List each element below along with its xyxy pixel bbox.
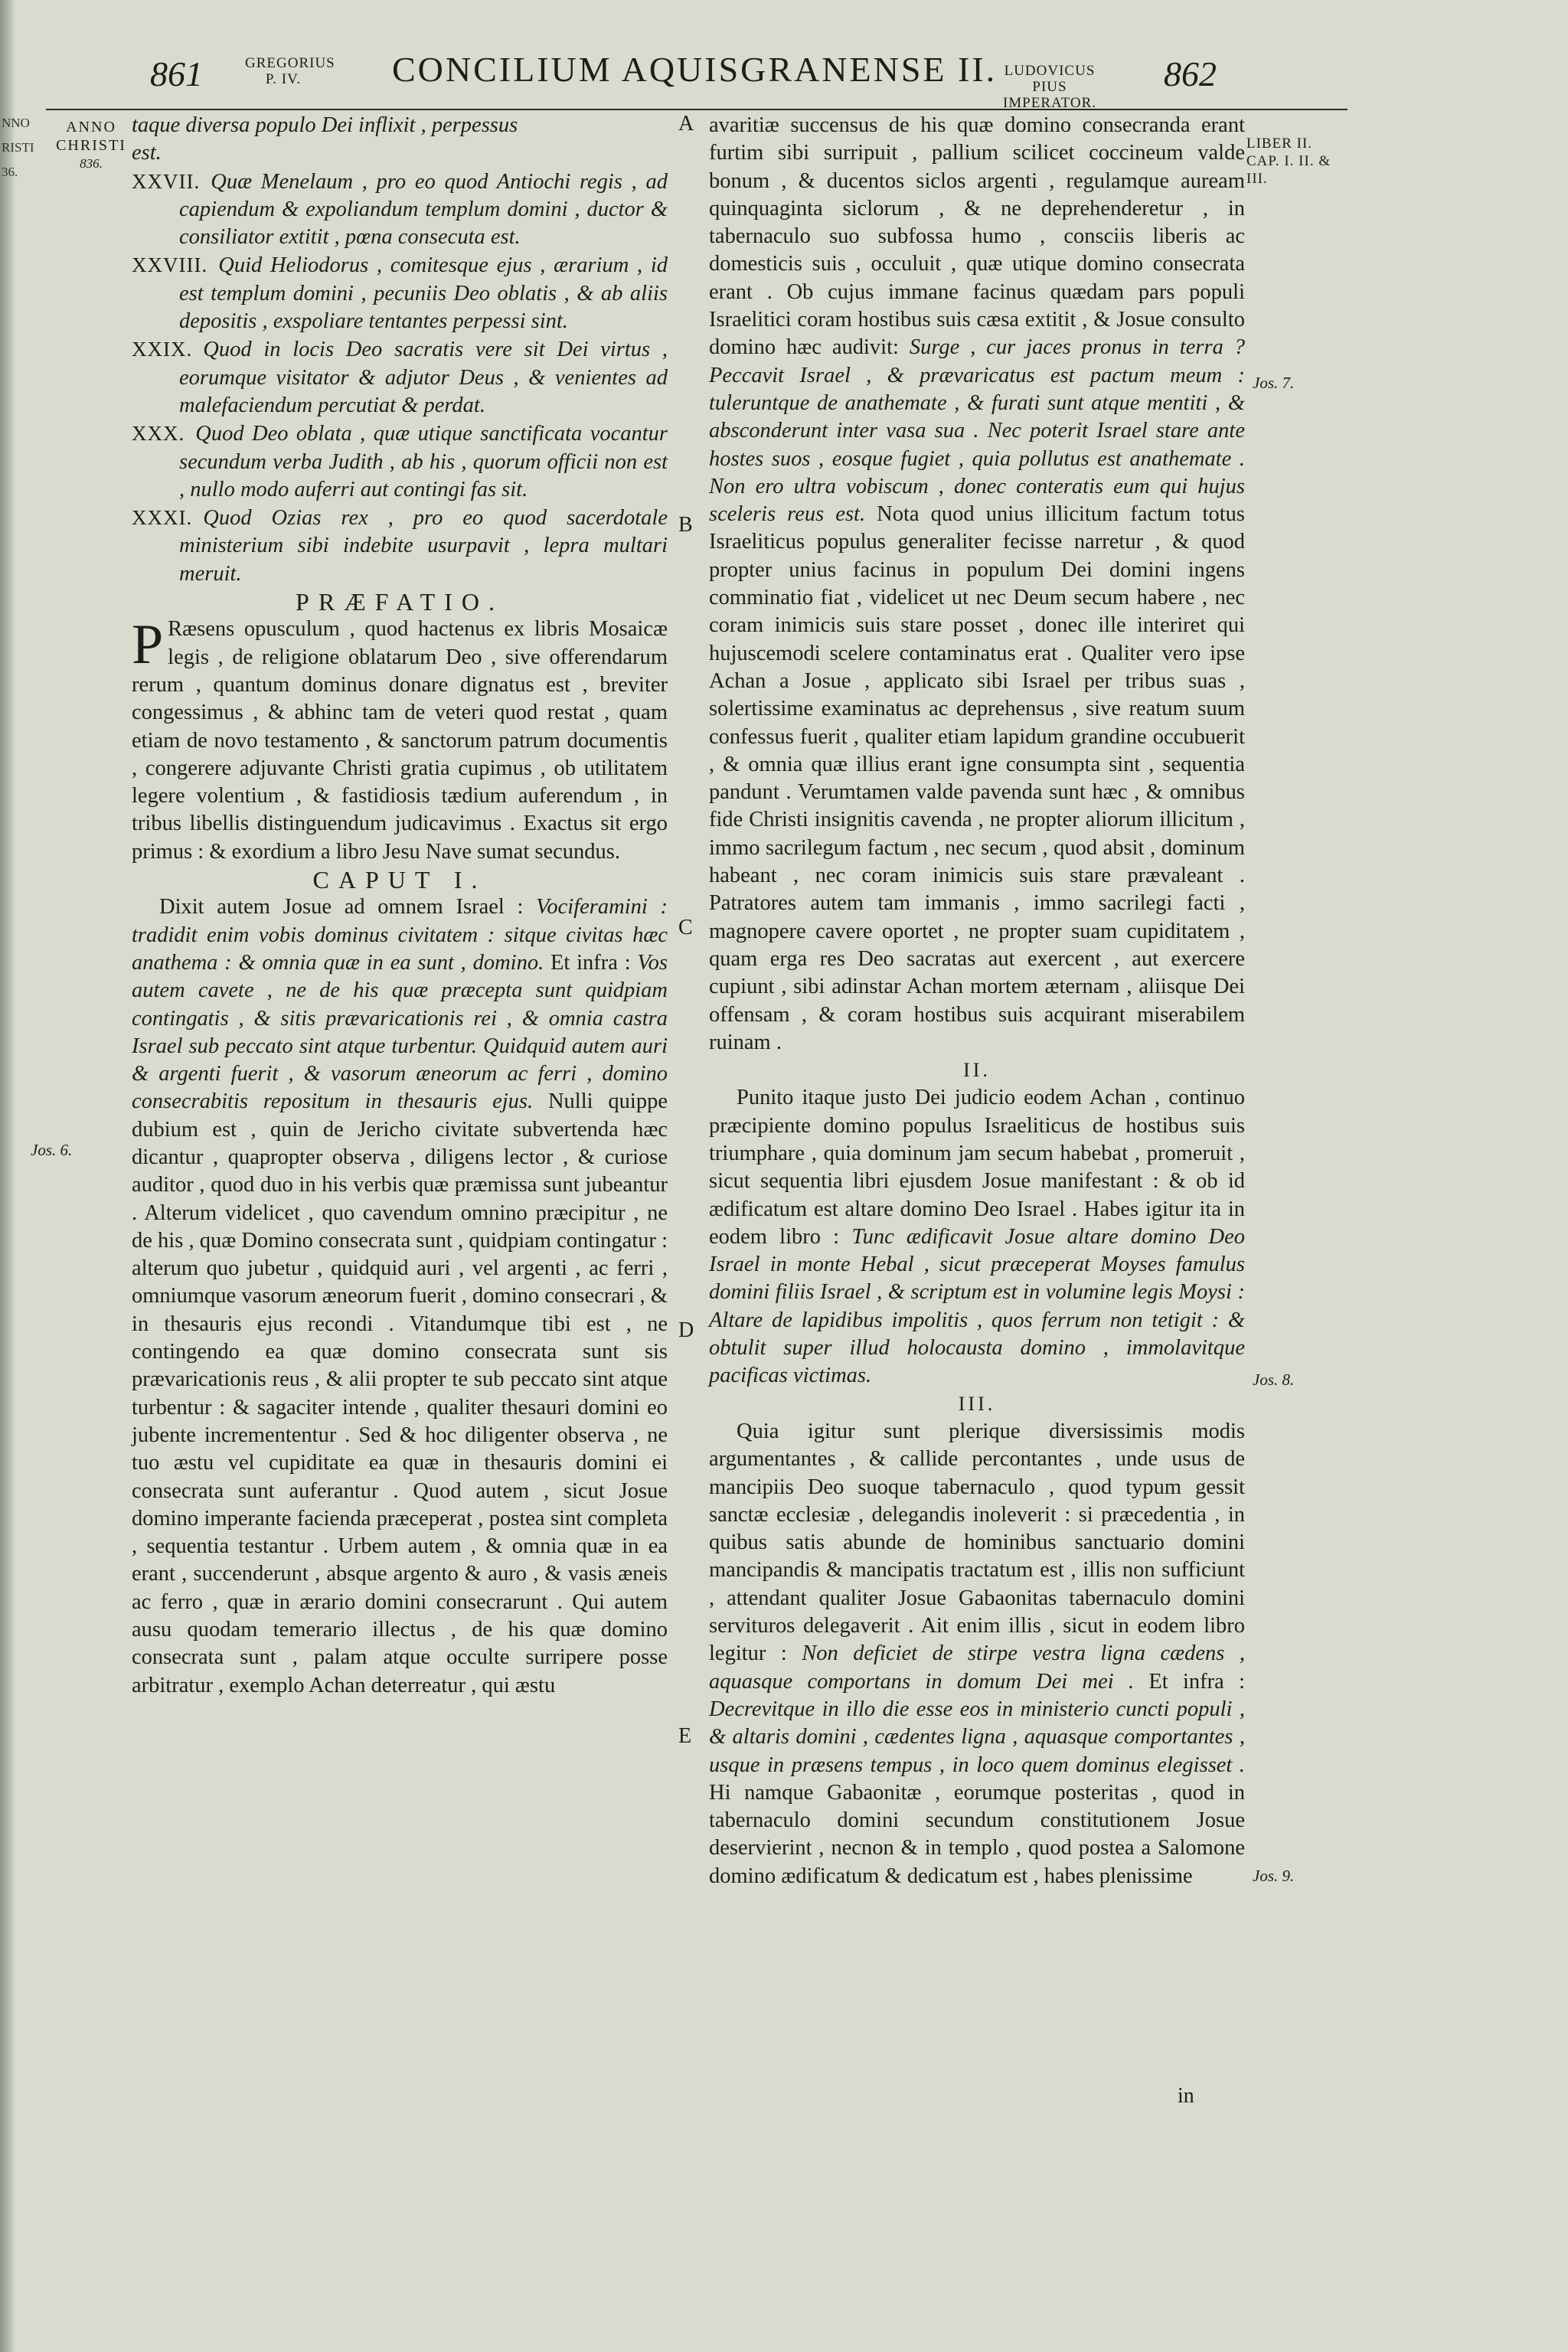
catchword: in (1178, 2084, 1194, 2108)
right-column (709, 112, 1245, 1890)
paragraph-gabaonites (709, 1418, 1245, 1890)
book-binding-edge (0, 0, 15, 2352)
body-text: Quia igitur sunt plerique diversissimis modis argumentantes , & callide percontantes , unde usus de mancipiis Deo suoque tabernaculo , quod typum gessit sanctæ ecclesiæ , delegandis inoleverit : si præcedentia , in quibus satis abunde de hominibus sanctuario domini mancipandis & mancipatis tractatum est , illis non sufficiunt , attendant qualiter Josue Gabaonitas tabernaculo domini servituros delegaverit . Ait enim illis , sicut in eodem libro legitur : (709, 1419, 1245, 1666)
year-note-christi: CHRISTI (56, 137, 126, 154)
section-letter-b: B (678, 513, 693, 537)
year-note-anno: ANNO (66, 119, 116, 136)
praefatio-dropcap: P (132, 613, 164, 677)
scripture-quote: Surge , cur jaces pronus in terra ? Peccavit Israel , & prævaricatus est pactum meum : tuleruntque de anathemate , & furati sunt atque mentiti , & absconderunt inter vasa sua . Nec poterit Israel stare ante hostes suos , eosque fugiet , quia pollutus est anathemate . Non ero ultra vobiscum , donec conteratis eum qui hujus sceleris reus est. (709, 335, 1245, 527)
section-letter-c: C (678, 916, 693, 939)
left-column (132, 112, 668, 1700)
page-number-left: 861 (150, 54, 203, 93)
scripture-quote: Decrevitque in illo die esse eos in ministerio cuncti populi , & altaris domini , cædentes ligna , aquasque comportantes , usque in præsens tempus , in loco quem dominus elegisset . (709, 1697, 1245, 1777)
running-head-author (245, 55, 335, 87)
page-number-right: 862 (1164, 54, 1217, 93)
author-pope-number: P. IV. (265, 71, 302, 87)
body-text: Hi namque Gabaonitæ , eorumque posteritas , quod in tabernaculo domini secundum constitutionem Josue deservierint , necnon & in templo , quod postea a Salomone domino ædificatum & dedicatum est , habes plenissime (709, 1780, 1245, 1888)
caput-text: Dixit autem Josue ad omnem Israel : (159, 895, 537, 920)
capitulum-text: Quod in locis Deo sacratis vere sit Dei virtus , eorumque visitator & adjutor Deus , & venientes ad malefaciendum percutiat & perdat. (179, 338, 668, 417)
caput-text: Nulli quippe dubium est , quin de Jericho civitate subvertenda hæc dicantur , quapropter observa , diligens lector , & curiose auditor , quod duo in his verbis quæ præmissa sunt jubeantur . Alterum videlicet , quo cavendum omnino præcipitur , ne de his , quæ Domino consecrata sunt , quidpiam contingatur : alterum quo jubetur , quidquid auri , vel argenti , ac ferri , omniumque vasorum æneorum fuerit , domino consecrari , & in thesauris ejus recondi . Vitandumque tibi est , ne contingendo ea quæ domino consecrata sunt sis prævaricationis reus , & alii propter te sub peccato sint atque turbentur : & sagaciter intende , qualiter thesauri domini eo jubente incremententur . Sed & hoc diligenter observa , ne tuo æstu vel cupiditate ea quæ in thesauris domini ei consecrata sunt auferantur . Quod autem , sicut Josue domino imperante facienda præceperat , postea sint completa , sequentia testantur . Urbem autem , & omnia quæ in ea erant , succenderunt , absque argento & auro , & vasis æneis ac ferro , quæ in ærario domini consecrarunt . Qui autem ausu quodam temerario illectus , de his quæ domino consecrata sunt , palam atque occulte surripere posse arbitratur , exemplo Achan deterreatur , qui æstu (132, 1089, 668, 1697)
author-name: GREGORIUS (245, 55, 335, 71)
scripture-quote: Non deficiet de stirpe vestra ligna cædens , aquasque comportans in domum Dei mei . (709, 1642, 1245, 1694)
praefatio-text: Ræsens opusculum , quod hactenus ex libris Mosaicæ legis , de religione oblatarum Deo , sive offerendarum rerum , quantum dominus donare dignatus est , breviter congessimus , & abhinc tam de veteri quod restat , quam etiam de novo testamento , & sanctorum patrum documentis , congerere adjuvante Christi gratia cupimus , ob utilitatem legere volentium , & fastidiosis tædium auferendum , in tribus libellis distinguendum judicavimus . Exactus sit ergo primus : & exordium a libro Jesu Nave sumat secundus. (132, 617, 668, 864)
capitulum-number: XXX. (132, 422, 185, 446)
capitulum-number: XXIX. (132, 338, 193, 361)
running-head-emperor (992, 63, 1107, 111)
section-letter-e: E (678, 1724, 692, 1748)
praefatio-heading: PRÆFATIO. (296, 588, 504, 616)
capitulum-item (132, 168, 668, 252)
emperor-name: LUDOVICUS PIUS (1004, 63, 1096, 95)
section-letter-a: A (678, 112, 694, 136)
year-note-year: 836. (80, 156, 103, 171)
caput-text: Et infra : (544, 950, 638, 975)
scripture-quote: Tunc ædificavit Josue altare domino Deo Israel in monte Hebal , sicut præceperat Moyses famulus domini filiis Israel , & scriptum est in volumine legis Moysi : Altare de lapidibus impolitis , quos ferrum non tetigit : & obtulit super illud holocausta domino , immolavitque pacificas victimas. (709, 1224, 1246, 1388)
body-text: avaritiæ succensus de his quæ domino consecranda erant furtim sibi surripuit , pallium scilicet coccineum valde bonum , & ducentos siclos argenti , regulamque auream quinquaginta siclorum , & ne deprehenderetur , in tabernaculo suo subfossa humo , consciis liberis ac domesticis suis , occuluit , quæ utique domino consecrata erant . Ob cujus immane facinus quædam pars populi Israelitici coram hostibus suis cæsa extitit , & Josue consulto domino hæc audivit: (709, 113, 1245, 360)
edge-fragment: 36. (2, 165, 18, 179)
capitulum-text: Quid Heliodorus , comitesque ejus , ærarium , id est templum domini , pecuniis Deo oblatis , & ab aliis depositis , exspoliare tentantes perpessi sint. (179, 253, 668, 334)
running-head-title: CONCILIUM AQUISGRANENSE II. (392, 50, 998, 89)
emperor-title: IMPERATOR. (1002, 95, 1097, 111)
paragraph-achan (709, 112, 1245, 1057)
margin-note-jos7: Jos. 7. (1253, 374, 1295, 392)
book-chapter-note (1246, 135, 1331, 188)
capitulum-number: XXVII. (132, 169, 201, 193)
caput-heading: CAPUT I. (312, 866, 487, 894)
book-note-liber: LIBER II. (1246, 136, 1313, 152)
body-text: Punito itaque justo Dei judicio eodem Achan , continuo præcipiente domino populus Israeliticus de hostibus suis triumphare , quia dominum jam secum habebat , promeruit , sicut sequentia libri ejusdem Josue manifestant : & ob id ædificatum est altare domino Deo Israel . Habes igitur ita in eodem libro : (709, 1086, 1245, 1249)
capitulum-item (132, 251, 668, 335)
capitulum-continuation (132, 112, 668, 168)
section-number-iii: III. (958, 1392, 996, 1415)
margin-note-jos8: Jos. 8. (1253, 1370, 1295, 1389)
capitulum-item (132, 420, 668, 504)
year-note (46, 118, 136, 173)
praefatio-paragraph (132, 613, 668, 866)
margin-note-jos9: Jos. 9. (1253, 1867, 1295, 1885)
section-letter-d: D (678, 1318, 694, 1342)
capitulum-number: XXXI. (132, 506, 193, 530)
edge-fragment: NNO (2, 116, 30, 130)
capitulum-text: Quæ Menelaum , pro eo quod Antiochi regis , ad capiendum & expoliandum templum domini , ductor & consiliator extitit , pœna consecuta est. (179, 169, 668, 250)
capitulum-item (132, 504, 668, 588)
body-text: Nota quod unius illicitum factum totus Israeliticus populus generaliter fecisse narretur , & quod propter unius facinus in populum Dei domini ingens comminatio fiat , videlicet ut nec Deum secum habere , nec coram inimicis suis stare posset , donec ille interiret qui hujuscemodi scelere contaminatus erat . Qualiter vero ipse Achan a Josue , applicato sibi Israel per tribus suas , solertissime examinatus ac deprehensus , sive reatum suum confessus fuerit , qualiter etiam lapidum grandine occubuerit , & omnia quæ illius erant igne consumpta sint , sequentia pandunt . Verumtamen valde pavenda sunt hæc , & omnibus fide Christi insignitis cavenda , ne propter aliorum illicitum , immo sacrilegum factum , nec secum , quod absit , dominum habeant , nec coram inimicis suis stare prævaleant . Patratores autem tam immanis , immo sacrilegi facti , magnopere cavere oportet , ne propter suam cupiditatem , quam erga res Deo sacratas aut exercent , aut exercere cupiunt , sibi adinstar Achan mortem æternam , aliisque Dei offensam , & coram hostibus suis acquirant miserabilem ruinam . (709, 502, 1245, 1054)
capitula-list (132, 112, 668, 588)
caput-paragraph (132, 893, 668, 1700)
caput-quote: Vos autem cavete , ne de his quæ præcepta sunt quidpiam contingatis , & sitis prævaricationis rei , & omnia castra Israel sub peccato sint atque turbentur. Quidquid autem auri & argenti fuerit , & vasorum æneorum ac ferri , domino consecrabitis repositum in thesauris ejus. (132, 950, 668, 1114)
paragraph-altar (709, 1084, 1245, 1390)
capitulum-item (132, 335, 668, 420)
book-note-capitula: CAP. I. II. & (1246, 153, 1331, 169)
capitulum-text: Quod Deo oblata , quæ utique sanctificata vocantur secundum verba Judith , ab his , quorum officii non est , nullo modo auferri aut contingi fas sit. (179, 422, 668, 501)
body-text: Et infra : (1134, 1669, 1245, 1694)
continuation-line: est. (132, 141, 162, 165)
margin-note-jos6: Jos. 6. (31, 1141, 73, 1159)
section-number-ii: II. (963, 1059, 991, 1082)
capitulum-number: XXVIII. (132, 253, 208, 277)
capitulum-text: Quod Ozias rex , pro eo quod sacerdotale ministerium sibi indebite usurpavit , lepra multari meruit. (179, 506, 668, 586)
book-note-iii: III. (1246, 171, 1268, 187)
continuation-line: taque diversa populo Dei inflixit , perpessus (132, 113, 518, 137)
edge-fragment: RISTI (2, 140, 34, 155)
caput-quote: Vociferamini : tradidit enim vobis dominus civitatem : sitque civitas hæc anathema : & omnia quæ in ea sunt , domino. (132, 895, 668, 975)
header-rule (46, 109, 1348, 110)
